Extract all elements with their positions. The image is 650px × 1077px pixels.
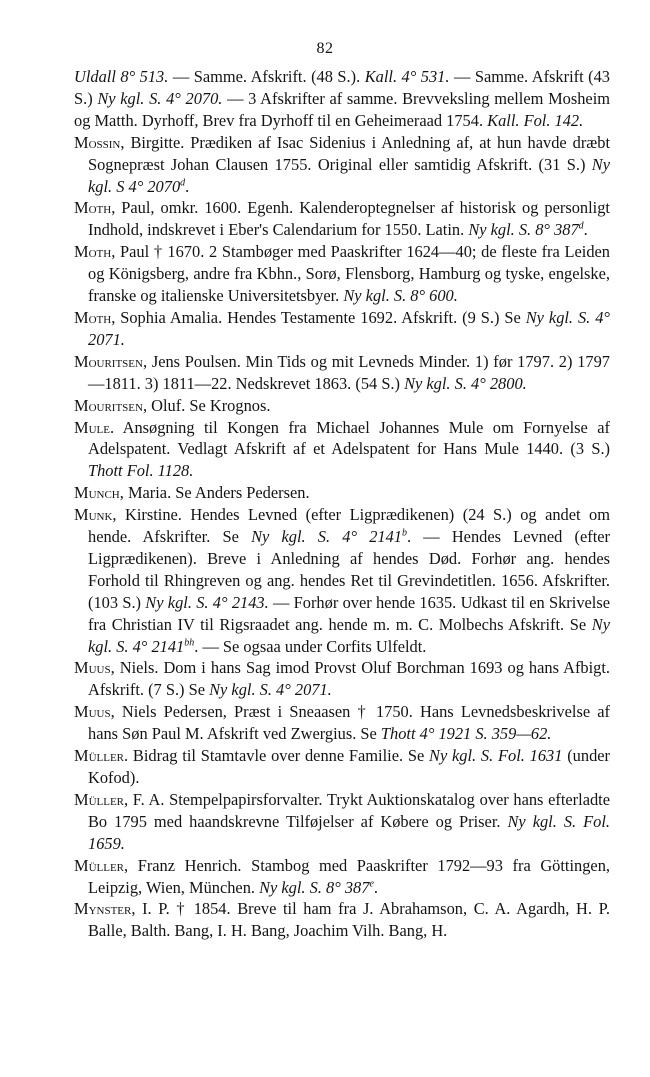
- entry-text: . Ansøgning til Kongen fra Michael Johannes Mule om Fornyelse af Adelspatent. Vedlagt Afskrift af et Adelspatent for Hans Mule 1440. (3 S.): [88, 417, 610, 459]
- shelfmark: Ny kgl. S. Fol. 1659.: [88, 811, 610, 853]
- entry-text: , Jens Poulsen. Min Tids og mit Levneds Minder. 1) før 1797. 2) 1797—1811. 3) 1811—22. Nedskrevet 1863. (54 S.): [88, 351, 610, 393]
- shelfmark: Ny kgl. S. 4° 2070.: [97, 88, 223, 108]
- shelfmark-suffix: b: [401, 527, 407, 539]
- shelfmark: Kall. 4° 531.: [364, 67, 450, 86]
- entry-surname: Mouritsen: [74, 395, 143, 415]
- shelfmark: Uldall 8° 513.: [74, 67, 169, 86]
- shelfmark-suffix: d: [578, 220, 584, 232]
- entry-surname: Mynster: [74, 899, 132, 919]
- register-entry: [74, 417, 610, 483]
- entry-text: — 3 Afskrifter af samme. Brevveksling mellem Mosheim og Matth. Dyrhoff, Brev fra Dyrhoff til en Geheimeraad 1754.: [74, 88, 610, 130]
- entry-text: , Birgitte. Prædiken af Isac Sidenius i Anledning af, at hun havde dræbt Sognepræst Johan Clausen 1755. Original eller samtidig Afskrift. (31 S.): [88, 132, 610, 174]
- entry-surname: Munch: [74, 483, 120, 503]
- register-entry: [74, 701, 610, 745]
- entry-surname: Müller: [74, 855, 125, 875]
- register-entry: [74, 307, 610, 351]
- entry-surname: Muus: [74, 702, 111, 722]
- entry-surname: Müller: [74, 746, 125, 766]
- shelfmark-suffix: bh: [184, 637, 195, 649]
- shelfmark: Ny kgl. S. 8° 387: [468, 220, 579, 240]
- shelfmark: Ny kgl. S. 4° 2141: [251, 527, 402, 547]
- entry-surname: Moth: [74, 242, 112, 262]
- entry-text: , Niels Pedersen, Præst i Sneaasen † 1750. Hans Levnedsbeskrivelse af hans Søn Paul M. Afskrift ved Zwergius. Se: [88, 702, 610, 744]
- entry-text: , Kirstine. Hendes Levned (efter Ligprædikenen) (24 S.) og andet om hende. Afskrifter. Se: [88, 505, 610, 547]
- register-entry: [74, 745, 610, 789]
- entry-text: , Franz Henrich. Stambog med Paaskrifter 1792—93 fra Göttingen, Leipzig, Wien, München.: [88, 855, 610, 897]
- register-entry: [74, 789, 610, 855]
- shelfmark: Ny kgl. S. 4° 2143.: [145, 592, 269, 612]
- shelfmark: Ny kgl. S. 4° 2141: [88, 614, 610, 656]
- register-entry: [74, 395, 610, 417]
- shelfmark: Ny kgl. S. 8° 600.: [343, 286, 458, 306]
- entry-surname: Moth: [74, 307, 112, 327]
- register-entry: [74, 482, 610, 504]
- entry-text: .: [583, 220, 588, 240]
- entry-text: , Niels. Dom i hans Sag imod Provst Oluf Borchman 1693 og hans Afbigt. Afskrift. (7 S.) Se: [88, 658, 610, 700]
- register-entries: [74, 66, 610, 942]
- entry-text: (under Kofod).: [88, 746, 610, 787]
- shelfmark: Ny kgl. S. Fol. 1631: [429, 746, 563, 766]
- shelfmark: Ny kgl. S 4° 2070: [88, 154, 610, 196]
- register-entry: [74, 504, 610, 657]
- entry-text: .: [185, 176, 190, 196]
- register-entry: [74, 855, 610, 899]
- shelfmark-suffix: d: [180, 177, 186, 189]
- entry-surname: Mouritsen: [74, 351, 143, 371]
- entry-text: , Sophia Amalia. Hendes Testamente 1692. Afskrift. (9 S.) Se: [111, 307, 526, 327]
- entry-text: , Oluf. Se Krognos.: [142, 395, 271, 415]
- register-entry: [74, 351, 610, 395]
- register-entry: [74, 657, 610, 701]
- entry-surname: Mule: [74, 417, 110, 437]
- shelfmark-suffix: e: [369, 878, 374, 890]
- shelfmark: Ny kgl. S. 4° 2071.: [88, 307, 610, 349]
- register-entry: [74, 132, 610, 198]
- entry-text: , Paul † 1670. 2 Stambøger med Paaskrifter 1624—40; de fleste fra Leiden og Königsberg, andre fra Kbhn., Sorø, Flensborg, Hamburg og tyske, engelske, franske og italienske Universitetsbyer.: [88, 242, 610, 306]
- entry-text: , I. P. † 1854. Breve til ham fra J. Abrahamson, C. A. Agardh, H. P. Balle, Balth. Bang, I. H. Bang, Joachim Vilh. Bang, H.: [88, 899, 610, 941]
- register-entry: [74, 898, 610, 942]
- shelfmark: Ny kgl. S. 8° 387: [259, 877, 370, 897]
- entry-surname: Müller: [74, 789, 125, 809]
- entry-text: .: [373, 877, 379, 897]
- shelfmark: Ny kgl. S. 4° 2800.: [404, 373, 527, 393]
- entry-text: — Samme. Afskrift. (48 S.).: [168, 67, 365, 86]
- entry-surname: Moth: [74, 198, 112, 218]
- register-entry: [74, 197, 610, 241]
- entry-surname: Munk: [74, 505, 113, 525]
- entry-text: , F. A. Stempelpapirsforvalter. Trykt Auktionskatalog over hans efterladte Bo 1795 med haandskrevne Tilføjelser af Købere og Priser.: [88, 789, 610, 831]
- entry-text: . — Hendes Levned (efter Ligprædikenen). Breve i Anledning af hendes Død. Forhør ang. hendes Forhold til Rhingreven og ang. hendes Ret til Grevindetitlen. 1656. Afskrifter. (103 S.): [88, 527, 610, 612]
- entry-text: , Maria. Se Anders Pedersen.: [119, 483, 310, 503]
- entry-text: — Samme. Afskrift (43 S.): [74, 67, 610, 108]
- shelfmark: Thott 4° 1921 S. 359—62.: [380, 724, 552, 744]
- shelfmark: Ny kgl. S. 4° 2071.: [209, 680, 332, 700]
- page-number: 82: [316, 40, 334, 57]
- entry-text: . — Se ogsaa under Corfits Ulfeldt.: [194, 636, 427, 656]
- entry-text: , Paul, omkr. 1600. Egenh. Kalenderoptegnelser af historisk og personligt Indhold, indskrevet i Eber's Calendarium for 1550. Latin.: [88, 198, 610, 240]
- entry-surname: Mossin: [74, 132, 121, 152]
- register-entry: [74, 66, 610, 132]
- entry-text: — Forhør over hende 1635. Udkast til en Skrivelse fra Christian IV til Rigsraadet ang. hende m. m. C. Molbechs Afskrift. Se: [88, 592, 610, 634]
- shelfmark: Kall. Fol. 142.: [487, 110, 584, 130]
- register-entry: [74, 241, 610, 307]
- shelfmark: Thott Fol. 1128.: [88, 461, 194, 481]
- entry-text: . Bidrag til Stamtavle over denne Familie. Se: [124, 746, 430, 766]
- entry-surname: Muus: [74, 658, 111, 678]
